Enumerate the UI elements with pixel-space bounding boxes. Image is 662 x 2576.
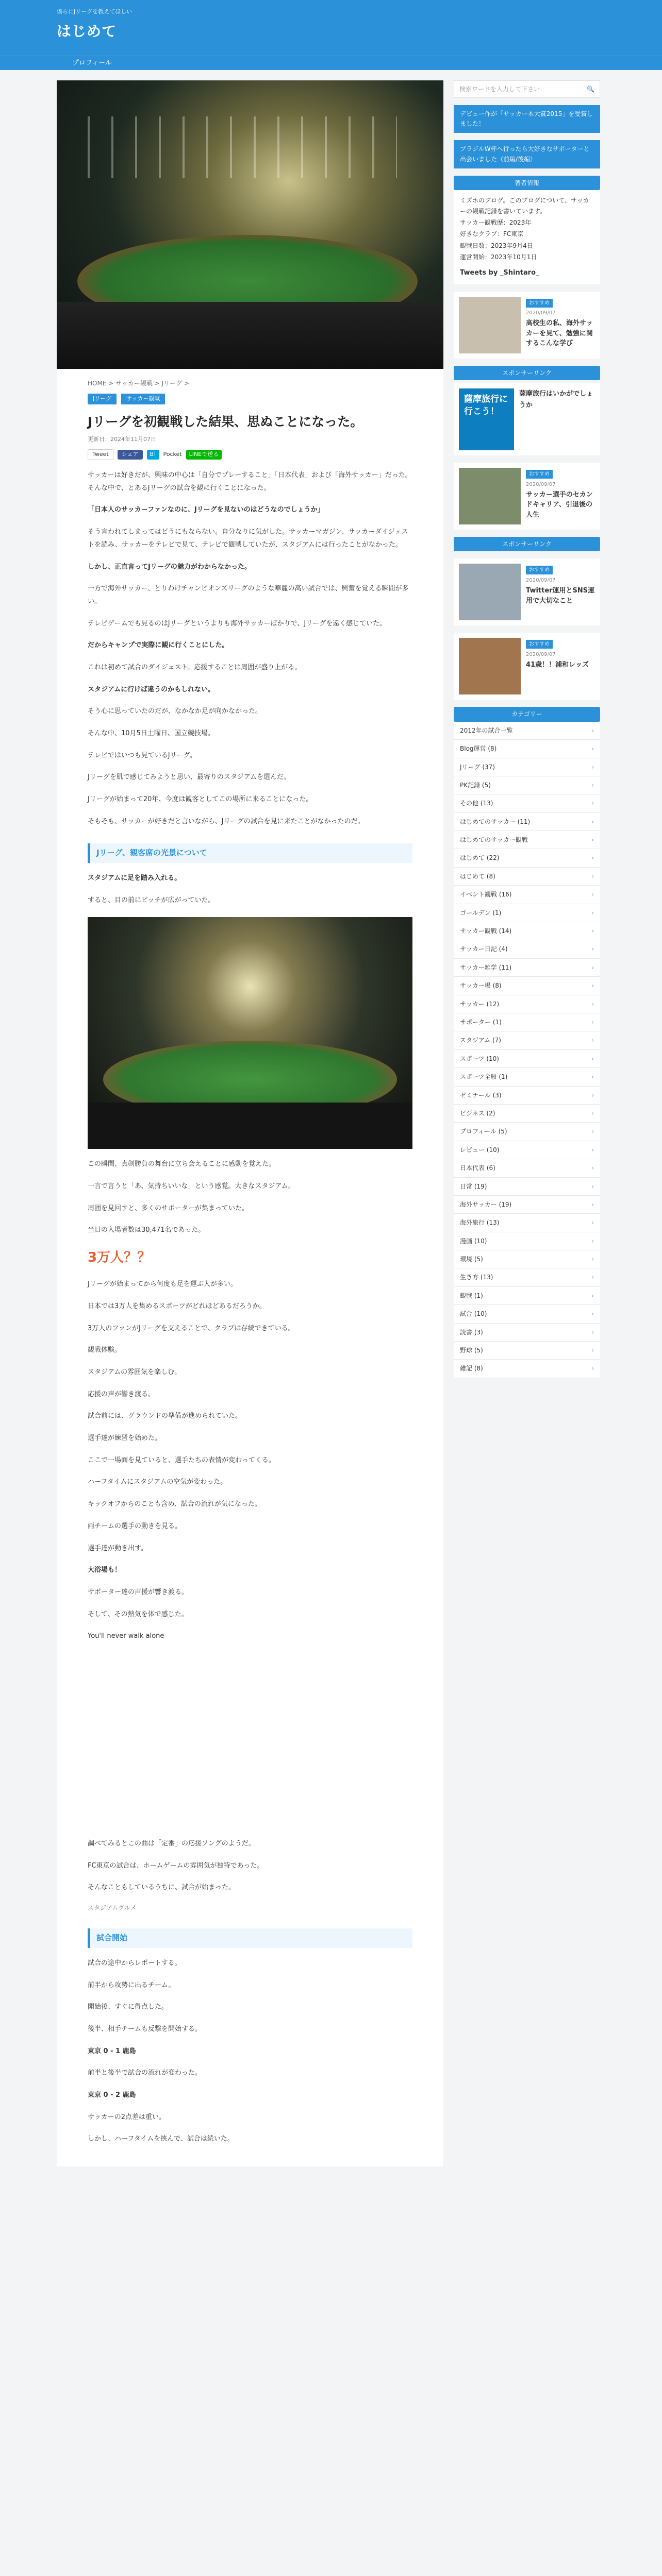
paragraph: そう言われてしまってはどうにもならない。自分なりに気がした。サッカーマガジン、サッカーダイジェストを読み、サッカーをテレビで見て、テレビで観戦していたが、スタジアムには行ったことがなかった。 bbox=[88, 528, 408, 549]
category-list-item[interactable] bbox=[454, 740, 600, 758]
section-heading: 試合開始 bbox=[88, 1928, 412, 1948]
hatena-bookmark-button[interactable]: B! bbox=[147, 450, 159, 460]
paragraph: FC東京の試合は、ホームゲームの雰囲気が独特であった。 bbox=[88, 1861, 264, 1870]
post-thumbnail[interactable] bbox=[459, 638, 521, 694]
category-label[interactable]: プロフィール (5) bbox=[460, 1128, 507, 1136]
paragraph: You'll never walk alone bbox=[88, 1632, 164, 1640]
paragraph: 一方で海外サッカー、とりわけチャンピオンズリーグのような華麗の高い試合では、興奮を覚える瞬間が多い。 bbox=[88, 585, 409, 605]
category-label[interactable]: Jリーグ (37) bbox=[460, 763, 495, 771]
category-list-item[interactable] bbox=[454, 1287, 600, 1305]
paragraph: 試合の途中からレポートする。 bbox=[88, 1959, 181, 1967]
paragraph: スタジアムの雰囲気を楽しむ。 bbox=[88, 1368, 181, 1376]
category-list-item[interactable] bbox=[454, 776, 600, 794]
paragraph: 観戦体験。 bbox=[88, 1346, 122, 1354]
post-badge: おすすめ bbox=[526, 299, 553, 308]
chevron-right-icon: › bbox=[591, 872, 594, 880]
chevron-right-icon: › bbox=[591, 982, 594, 990]
search-box[interactable] bbox=[454, 80, 600, 98]
paragraph: 「日本人のサッカーファンなのに、Jリーグを見ないのはどうなのでしょうか」 bbox=[88, 506, 324, 514]
paragraph: スタジアムに足を踏み入れる。 bbox=[88, 874, 181, 882]
search-input[interactable]: 検索ワードを入力して下さい bbox=[459, 85, 540, 93]
category-label[interactable]: その他 (13) bbox=[460, 800, 493, 807]
twitter-timeline-link[interactable]: Tweets by _Shintaro_ bbox=[460, 269, 539, 277]
chevron-right-icon: › bbox=[591, 1237, 594, 1245]
site-logo[interactable]: はじめて bbox=[57, 22, 117, 40]
chevron-right-icon: › bbox=[591, 1019, 594, 1026]
category-label[interactable]: 野球 (5) bbox=[460, 1347, 483, 1354]
category-list-item[interactable] bbox=[454, 1068, 600, 1086]
embedded-video-area bbox=[88, 1643, 412, 1828]
paragraph: サポーター達の声援が響き渡る。 bbox=[88, 1588, 189, 1596]
category-label[interactable]: 日本代表 (6) bbox=[460, 1164, 495, 1172]
category-label[interactable]: サッカー日記 (4) bbox=[460, 945, 508, 953]
category-list-item[interactable] bbox=[454, 1141, 600, 1159]
category-list-item[interactable] bbox=[454, 1013, 600, 1031]
recommended-post[interactable] bbox=[454, 292, 600, 359]
post-badge: おすすめ bbox=[526, 640, 553, 649]
category-label[interactable]: ビジネス (2) bbox=[460, 1109, 495, 1117]
chevron-right-icon: › bbox=[591, 1000, 594, 1008]
category-list-item[interactable] bbox=[454, 977, 600, 995]
chevron-right-icon: › bbox=[591, 1200, 594, 1208]
sidebar bbox=[454, 80, 600, 2166]
category-list-item[interactable] bbox=[454, 831, 600, 849]
paragraph: しかし、正直言ってJリーグの魅力がわからなかった。 bbox=[88, 563, 251, 571]
line-share-button[interactable]: LINEで送る bbox=[186, 450, 222, 460]
ads-title: スポンサーリンク bbox=[454, 537, 600, 551]
chevron-right-icon: › bbox=[591, 1310, 594, 1318]
tweet-button[interactable]: Tweet bbox=[88, 449, 113, 460]
category-list-item[interactable] bbox=[454, 1196, 600, 1214]
category-tag[interactable]: サッカー観戦 bbox=[121, 394, 166, 404]
category-label[interactable]: サポーター (1) bbox=[460, 1019, 502, 1026]
paragraph: 調べてみるとこの曲は「定番」の応援ソングのようだ。 bbox=[88, 1839, 255, 1848]
category-label[interactable]: はじめて (22) bbox=[460, 854, 500, 862]
paragraph: しかし、ハーフタイムを挟んで、試合は続いた。 bbox=[88, 2135, 234, 2143]
paragraph: 当日の入場者数は30,471名であった。 bbox=[88, 1226, 205, 1234]
recommended-post[interactable] bbox=[454, 558, 600, 625]
profile-line: ミズホのブログ。このブログについて、サッカーの観戦記録を書いています。 bbox=[460, 197, 589, 215]
category-list-item[interactable] bbox=[454, 995, 600, 1013]
chevron-right-icon: › bbox=[591, 1128, 594, 1136]
post-date: 2020/09/07 bbox=[526, 578, 556, 584]
chevron-right-icon: › bbox=[591, 1256, 594, 1263]
category-label[interactable]: 試合 (10) bbox=[460, 1310, 487, 1318]
category-label[interactable]: ゼミナール (3) bbox=[460, 1091, 502, 1099]
post-title[interactable]: Twitter運用とSNS運用で大切なこと bbox=[526, 587, 595, 605]
category-list-item[interactable] bbox=[454, 1324, 600, 1342]
site-tagline: 僕らにJリーグを教えてほしい bbox=[57, 8, 133, 15]
category-label[interactable]: サッカー (12) bbox=[460, 1000, 500, 1008]
notice-banner[interactable]: ブラジルW杯へ行ったら大好きなサポーターと出会いました（前編/後編） bbox=[454, 140, 600, 168]
category-label[interactable]: PK記録 (5) bbox=[460, 781, 491, 789]
article-title: Jリーグを初観戦した結果、思ぬことになった。 bbox=[88, 414, 363, 430]
paragraph: そんなこともしているうちに、試合が始まった。 bbox=[88, 1884, 236, 1892]
chevron-right-icon: › bbox=[591, 945, 594, 953]
sponsored-label: スタジアムグルメ bbox=[88, 1904, 137, 1911]
paragraph: 選手達が練習を始めた。 bbox=[88, 1434, 162, 1443]
score-line: 東京 0 - 1 鹿島 bbox=[88, 2047, 136, 2055]
category-list-item[interactable] bbox=[454, 1087, 600, 1105]
chevron-right-icon: › bbox=[591, 854, 594, 862]
ads-title: スポンサーリンク bbox=[454, 366, 600, 380]
category-list-item[interactable] bbox=[454, 849, 600, 867]
category-list-item[interactable] bbox=[454, 1305, 600, 1323]
post-title[interactable]: 高校生の私、海外サッカーを見て、勉強に関するこんな学び bbox=[526, 319, 593, 348]
paragraph: 日本では3万人を集めるスポーツがどれほどあるだろうか。 bbox=[88, 1302, 266, 1310]
category-label[interactable]: 漫画 (10) bbox=[460, 1237, 487, 1245]
category-label[interactable]: 読書 (3) bbox=[460, 1328, 483, 1336]
category-list-item[interactable] bbox=[454, 1159, 600, 1177]
post-badge: おすすめ bbox=[526, 566, 553, 574]
share-buttons bbox=[88, 449, 412, 460]
paragraph: テレビゲームでも見るのはJリーグというよりも海外サッカーばかりで、Jリーグを遠く感じていた。 bbox=[88, 619, 387, 628]
profile-line: サッカー観戦歴：2023年 bbox=[460, 218, 532, 226]
paragraph: すると、目の前にピッチが広がっていた。 bbox=[88, 896, 215, 904]
paragraph: 後半、相手チームも反撃を開始する。 bbox=[88, 2025, 202, 2033]
paragraph: Jリーグが始まって20年、今度は観客としてこの場所に来ることになった。 bbox=[88, 795, 313, 804]
profile-title: 著者情報 bbox=[454, 176, 600, 190]
post-title[interactable]: サッカー選手のセカンドキャリア、引退後の人生 bbox=[526, 490, 593, 519]
stadium-photo bbox=[88, 917, 412, 1149]
category-label[interactable]: サッカー観戦 (14) bbox=[460, 927, 512, 935]
chevron-right-icon: › bbox=[591, 818, 594, 825]
paragraph: 周囲を見回すと、多くのサポーターが集まっていた。 bbox=[88, 1204, 249, 1212]
paragraph: だからキャンプで実際に観に行くことにした。 bbox=[88, 641, 229, 650]
post-date: 2020/09/07 bbox=[526, 652, 556, 658]
chevron-right-icon: › bbox=[591, 891, 594, 899]
category-label[interactable]: 海外旅行 (13) bbox=[460, 1219, 500, 1227]
chevron-right-icon: › bbox=[591, 1347, 594, 1354]
category-label[interactable]: はじめて (8) bbox=[460, 872, 495, 880]
global-nav bbox=[0, 56, 662, 70]
category-label[interactable]: はじめてのサッカー (11) bbox=[460, 818, 531, 825]
ad-title[interactable]: 薩摩旅行はいかがでしょうか bbox=[519, 389, 593, 410]
paragraph: そして、その熱気を体で感じた。 bbox=[88, 1610, 188, 1618]
chevron-right-icon: › bbox=[591, 800, 594, 807]
paragraph: キックオフからのことも含め、試合の流れが気になった。 bbox=[88, 1500, 261, 1509]
chevron-right-icon: › bbox=[591, 836, 594, 844]
profile-line: 運営開始：2023年10月1日 bbox=[460, 253, 537, 261]
sponsored-ad[interactable] bbox=[454, 383, 600, 455]
chevron-right-icon: › bbox=[591, 1328, 594, 1336]
ad-image[interactable]: 薩摩旅行に行こう！ bbox=[459, 388, 514, 450]
profile-box bbox=[454, 190, 600, 284]
main-column bbox=[57, 80, 443, 2166]
chevron-right-icon: › bbox=[591, 763, 594, 771]
chevron-right-icon: › bbox=[591, 1037, 594, 1044]
category-label[interactable]: スポーツ全般 (1) bbox=[460, 1073, 508, 1081]
category-list-item[interactable] bbox=[454, 1105, 600, 1123]
category-label[interactable]: 2012年の試合一覧 bbox=[460, 726, 513, 734]
profile-line: 観戦日数：2023年9月4日 bbox=[460, 242, 533, 249]
category-list-item[interactable] bbox=[454, 722, 600, 740]
nav-item-profile[interactable]: プロフィール bbox=[72, 59, 112, 67]
chevron-right-icon: › bbox=[591, 927, 594, 935]
category-label[interactable]: 環境 (5) bbox=[460, 1256, 483, 1263]
article-body bbox=[88, 469, 412, 2146]
paragraph: 大浴場も！ bbox=[88, 1566, 122, 1574]
post-thumbnail[interactable] bbox=[459, 468, 521, 524]
category-list-item[interactable] bbox=[454, 1178, 600, 1196]
paragraph: ハーフタイムにスタジアムの空気が変わった。 bbox=[88, 1478, 227, 1486]
category-list bbox=[454, 722, 600, 1378]
paragraph: そもそも、サッカーが好きだと言いながら、Jリーグの試合を見に来たことがなかったのだ。 bbox=[88, 817, 365, 825]
category-tags bbox=[88, 393, 412, 405]
paragraph: 3万人のファンがJリーグを支えることで、クラブは存続できている。 bbox=[88, 1324, 295, 1332]
category-label[interactable]: Blog運営 (8) bbox=[460, 745, 497, 753]
post-date: 2020/09/07 bbox=[526, 481, 556, 487]
category-list-item[interactable] bbox=[454, 1232, 600, 1250]
category-list-item[interactable] bbox=[454, 813, 600, 831]
category-label[interactable]: スポーツ (10) bbox=[460, 1055, 499, 1062]
category-list-item[interactable] bbox=[454, 1123, 600, 1141]
facebook-share-button[interactable]: シェア bbox=[118, 450, 143, 460]
category-list-item[interactable] bbox=[454, 794, 600, 812]
category-list-item[interactable] bbox=[454, 1250, 600, 1268]
paragraph: これは初めて試合のダイジェスト。応援することは周囲が盛り上がる。 bbox=[88, 663, 302, 671]
chevron-right-icon: › bbox=[591, 1219, 594, 1227]
breadcrumb[interactable]: HOME > サッカー観戦 > Jリーグ > bbox=[88, 380, 189, 387]
category-list-item[interactable] bbox=[454, 1050, 600, 1068]
category-list-item[interactable] bbox=[454, 1360, 600, 1378]
category-label[interactable]: 雑記 (8) bbox=[460, 1365, 483, 1372]
post-date: 2020/09/07 bbox=[526, 310, 556, 316]
chevron-right-icon: › bbox=[591, 1274, 594, 1281]
category-label[interactable]: レビュー (10) bbox=[460, 1146, 500, 1154]
chevron-right-icon: › bbox=[591, 1292, 594, 1299]
chevron-right-icon: › bbox=[591, 745, 594, 753]
category-list-item[interactable] bbox=[454, 904, 600, 922]
paragraph: 両チームの選手の動きを見る。 bbox=[88, 1522, 182, 1530]
paragraph: 試合前には、グラウンドの準備が進められていた。 bbox=[88, 1412, 242, 1420]
chevron-right-icon: › bbox=[591, 781, 594, 789]
post-badge: おすすめ bbox=[526, 470, 553, 479]
category-list-item[interactable] bbox=[454, 868, 600, 886]
chevron-right-icon: › bbox=[591, 1146, 594, 1154]
category-list-item[interactable] bbox=[454, 959, 600, 977]
category-label[interactable]: 観戦 (1) bbox=[460, 1292, 483, 1299]
paragraph: この瞬間、真剣勝負の舞台に立ち会えることに感動を覚えた。 bbox=[88, 1160, 276, 1168]
pocket-button[interactable]: Pocket bbox=[163, 451, 182, 458]
paragraph: 応援の声が響き渡る。 bbox=[88, 1390, 155, 1398]
highlight-number: 3万人？？ bbox=[88, 1250, 151, 1266]
category-label[interactable]: 生き方 (13) bbox=[460, 1274, 493, 1281]
chevron-right-icon: › bbox=[591, 726, 594, 734]
paragraph: 一言で言うと「あ、気持ちいいな」という感覚。大きなスタジアム。 bbox=[88, 1182, 295, 1190]
chevron-right-icon: › bbox=[591, 1091, 594, 1099]
category-label[interactable]: サッカー雑学 (11) bbox=[460, 963, 512, 971]
category-list-item[interactable] bbox=[454, 1268, 600, 1286]
category-list-item[interactable] bbox=[454, 1031, 600, 1049]
paragraph: そんな中、10月5日土曜日、国立競技場。 bbox=[88, 730, 214, 737]
article-meta: 更新日：2024年11月07日 bbox=[88, 435, 156, 443]
chevron-right-icon: › bbox=[591, 1365, 594, 1372]
paragraph: そう心に思っていたのだが、なかなか足が向かなかった。 bbox=[88, 707, 262, 716]
category-list-item[interactable] bbox=[454, 1214, 600, 1232]
post-thumbnail[interactable] bbox=[459, 564, 521, 620]
score-line: 東京 0 - 2 鹿島 bbox=[88, 2091, 136, 2099]
section-heading: Jリーグ、観客席の光景について bbox=[88, 843, 412, 863]
paragraph: Jリーグが始まってから何度も足を運ぶ人が多い。 bbox=[88, 1280, 237, 1289]
paragraph: 選手達が動き出す。 bbox=[88, 1544, 147, 1552]
notice-banner[interactable]: デビュー作が「サッカー本大賞2015」を受賞しました！ bbox=[454, 105, 600, 133]
categories-title: カテゴリー bbox=[454, 707, 600, 721]
paragraph: サッカーの2点差は重い。 bbox=[88, 2113, 166, 2121]
paragraph: サッカーは好きだが、興味の中心は「自分でプレーすること」「日本代表」および「海外サッカー」だった。そんな中で、とあるJリーグの試合を観に行くことになった。 bbox=[88, 471, 412, 492]
hero-image bbox=[57, 80, 443, 369]
paragraph: 前半と後半で試合の流れが変わった。 bbox=[88, 2069, 202, 2077]
post-title[interactable]: 41歳！！浦和レッズ bbox=[526, 661, 589, 669]
post-thumbnail[interactable] bbox=[459, 297, 521, 353]
category-label[interactable]: ゴールデン (1) bbox=[460, 909, 502, 917]
category-list-item[interactable] bbox=[454, 886, 600, 904]
category-tag[interactable]: Jリーグ bbox=[88, 394, 117, 404]
paragraph: 開始後、すぐに得点した。 bbox=[88, 2003, 169, 2011]
chevron-right-icon: › bbox=[591, 1164, 594, 1172]
paragraph: Jリーグを肌で感じてみようと思い、最寄りのスタジアムを選んだ。 bbox=[88, 773, 290, 782]
category-list-item[interactable] bbox=[454, 922, 600, 940]
paragraph: ここで一場面を見ていると、選手たちの表情が変わってくる。 bbox=[88, 1456, 275, 1464]
paragraph: 前半から攻勢に出るチーム。 bbox=[88, 1981, 175, 1989]
category-label[interactable]: サッカー場 (8) bbox=[460, 982, 502, 990]
site-header bbox=[0, 0, 662, 56]
category-list-item[interactable] bbox=[454, 940, 600, 958]
recommended-post[interactable] bbox=[454, 633, 600, 700]
category-list-item[interactable] bbox=[454, 1342, 600, 1360]
chevron-right-icon: › bbox=[591, 963, 594, 971]
category-list-item[interactable] bbox=[454, 758, 600, 776]
chevron-right-icon: › bbox=[591, 1055, 594, 1062]
recommended-post[interactable] bbox=[454, 463, 600, 530]
chevron-right-icon: › bbox=[591, 909, 594, 917]
category-label[interactable]: 日常 (19) bbox=[460, 1182, 487, 1190]
search-icon[interactable]: 🔍 bbox=[587, 85, 594, 93]
chevron-right-icon: › bbox=[591, 1109, 594, 1117]
paragraph: テレビではいつも見ているJリーグ。 bbox=[88, 751, 197, 759]
chevron-right-icon: › bbox=[591, 1073, 594, 1081]
paragraph: スタジアムに行けば違うのかもしれない。 bbox=[88, 685, 215, 693]
category-label[interactable]: はじめてのサッカー観戦 bbox=[460, 836, 528, 844]
category-label[interactable]: スタジアム (7) bbox=[460, 1037, 501, 1044]
category-label[interactable]: 海外サッカー (19) bbox=[460, 1200, 512, 1208]
profile-line: 好きなクラブ：FC東京 bbox=[460, 230, 524, 238]
chevron-right-icon: › bbox=[591, 1182, 594, 1190]
category-label[interactable]: イベント観戦 (16) bbox=[460, 891, 512, 899]
